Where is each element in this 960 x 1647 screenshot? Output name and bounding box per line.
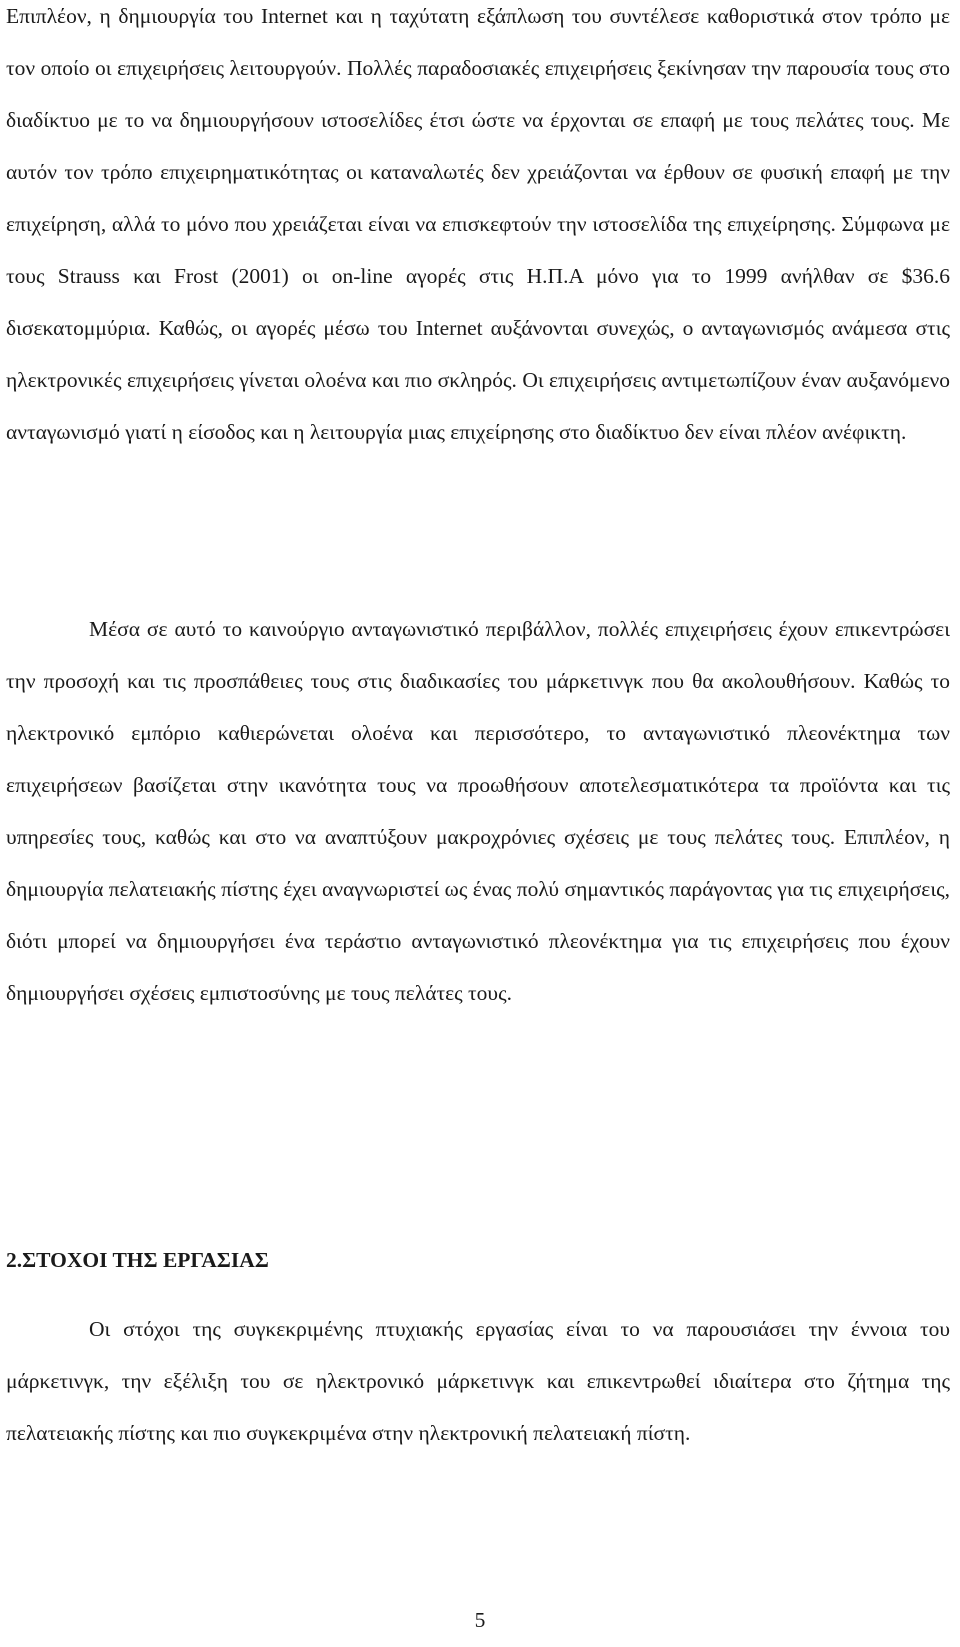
objectives-paragraph: Οι στόχοι της συγκεκριμένης πτυχιακής εργασίας είναι το να παρουσιάσει την έννοια του μάρκετινγκ, την εξέλιξη του σε ηλεκτρονικό μάρκετινγκ και επικεντρωθεί ιδιαίτερα στο ζήτημα της πελατειακής πίστης και πιο συγκεκριμένα στην ηλεκτρονική πελατειακή πίστη.	[6, 1317, 950, 1445]
section-heading: 2.ΣΤΟΧΟΙ ΤΗΣ ΕΡΓΑΣΙΑΣ	[6, 1248, 269, 1272]
intro-paragraph: Επιπλέον, η δημιουργία του Internet και η ταχύτατη εξάπλωση του συντέλεσε καθοριστικά στον τρόπο με τον οποίο οι επιχειρήσεις λειτουργούν. Πολλές παραδοσιακές επιχειρήσεις ξεκίνησαν την παρουσία τους στο διαδίκτυο με το να δημιουργήσουν ιστοσελίδες έτσι ώστε να έρχονται σε επαφή με τους πελάτες τους. Με αυτόν τον τρόπο επιχειρηματικότητας οι καταναλωτές δεν χρειάζονται να έρθουν σε φυσική επαφή με την επιχείρηση, αλλά το μόνο που χρειάζεται είναι να επισκεφτούν την ιστοσελίδα της επιχείρησης. Σύμφωνα με τους Strauss και Frost (2001) οι on-line αγορές στις Η.Π.Α μόνο για το 1999 ανήλθαν σε $36.6 δισεκατομμύρια. Καθώς, οι αγορές μέσω του Internet αυξάνονται συνεχώς, ο ανταγωνισμός ανάμεσα στις ηλεκτρονικές επιχειρήσεις γίνεται ολοένα και πιο σκληρός. Οι επιχειρήσεις αντιμετωπίζουν έναν αυξανόμενο ανταγωνισμό γιατί η είσοδος και η λειτουργία μιας επιχείρησης στο διαδίκτυο δεν είναι πλέον ανέφικτη.	[6, 4, 950, 444]
competition-paragraph: Μέσα σε αυτό το καινούργιο ανταγωνιστικό περιβάλλον, πολλές επιχειρήσεις έχουν επικεντρώσει την προσοχή και τις προσπάθειες τους στις διαδικασίες του μάρκετινγκ που θα ακολουθήσουν. Καθώς το ηλεκτρονικό εμπόριο καθιερώνεται ολοένα και περισσότερο, το ανταγωνιστικό πλεονέκτημα των επιχειρήσεων βασίζεται στην ικανότητα τους να προωθήσουν αποτελεσματικότερα τα προϊόντα και τις υπηρεσίες τους, καθώς και στο να αναπτύξουν μακροχρόνιες σχέσεις με τους πελάτες τους. Επιπλέον, η δημιουργία πελατειακής πίστης έχει αναγνωριστεί ως ένας πολύ σημαντικός παράγοντας για τις επιχειρήσεις, διότι μπορεί να δημιουργήσει ένα τεράστιο ανταγωνιστικό πλεονέκτημα για τις επιχειρήσεις που έχουν δημιουργήσει σχέσεις εμπιστοσύνης με τους πελάτες τους.	[6, 617, 950, 1005]
page-number: 5	[474, 1608, 486, 1632]
